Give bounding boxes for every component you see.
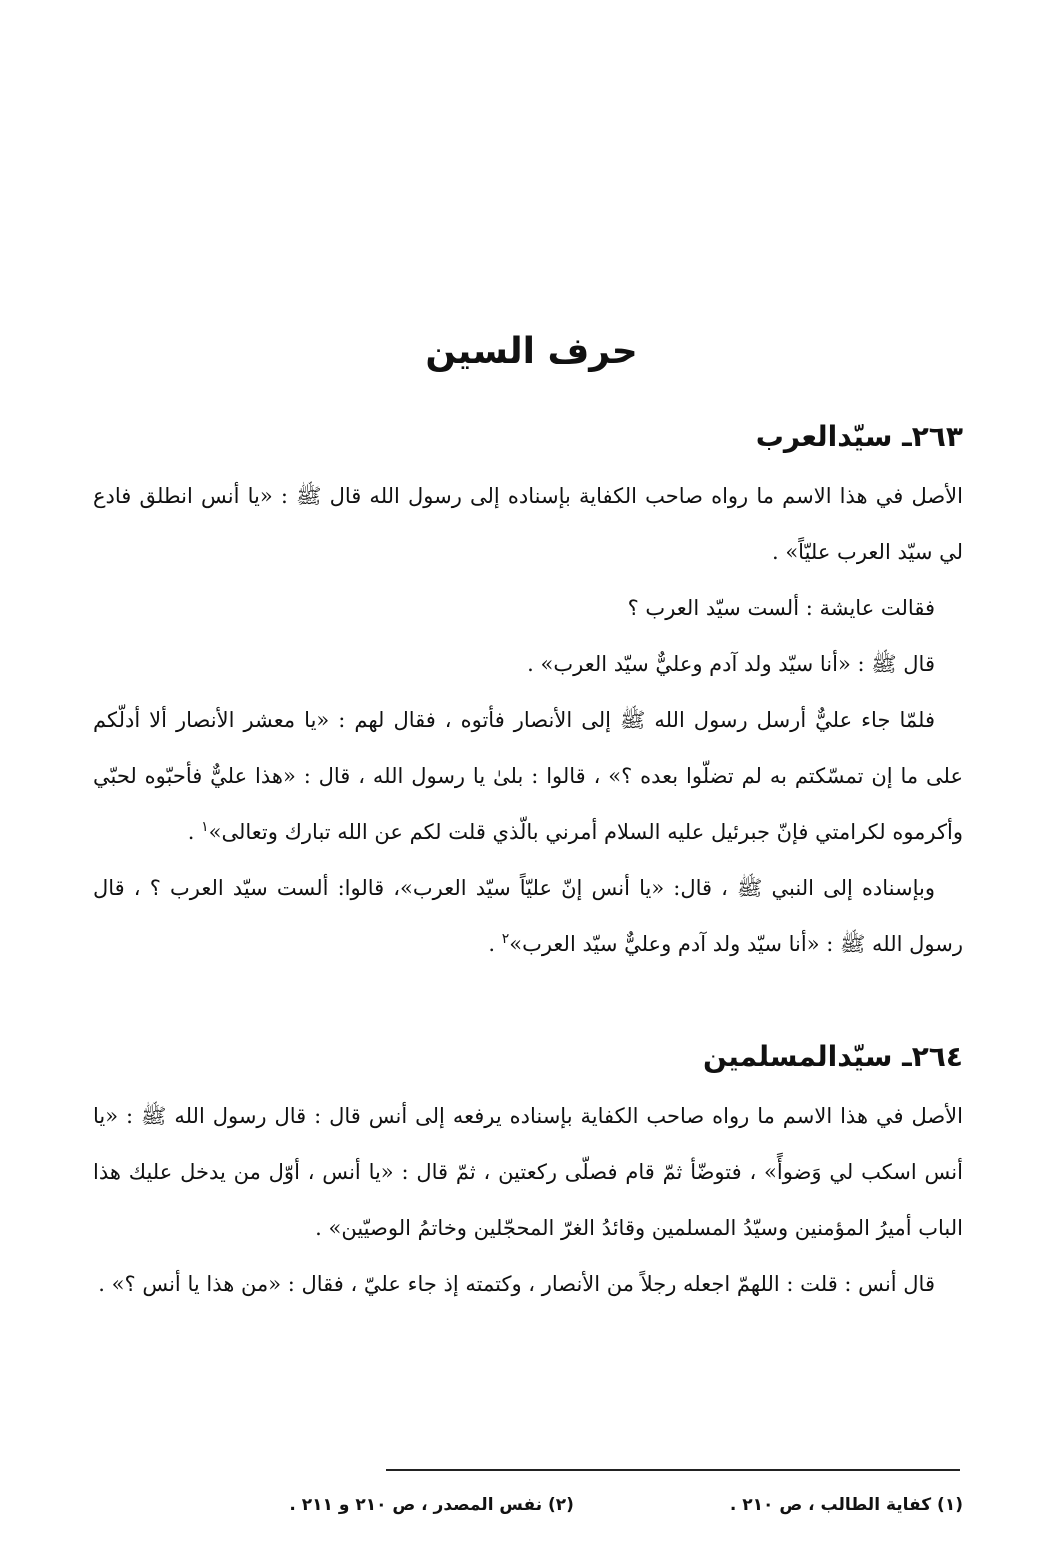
paragraph: فلمّا جاء عليٌّ أرسل رسول الله ﷺ إلى الأنصار فأتوه ، فقال لهم : «يا معشر الأنصار ألا أدلّكم على ما إن تمسّكتم به لم تضلّوا بعده ؟» ، قالوا : بلىٰ يا رسول الله ، قال : «هذا عليٌّ فأحبّوه لحبّي وأكرموه لكرامتي فإنّ جبرئيل عليه السلام أمرني بالّذي قلت لكم عن الله تبارك وتعالى»$^١$ . <box>93 708 963 844</box>
footnote-1: (١) كفاية الطالب ، ص ٢١٠ . <box>729 1495 963 1515</box>
section-heading: ٢٦٤ـ سيّدالمسلمين <box>703 1040 963 1073</box>
paragraph: قال ﷺ : «أنا سيّد ولد آدم وعليٌّ سيّد العرب» . <box>527 652 935 676</box>
paragraph: قال أنس : قلت : اللهمّ اجعله رجلاً من الأنصار ، وكتمته إذ جاء عليّ ، فقال : «من هذا يا أنس ؟» . <box>98 1272 935 1296</box>
section-sayyid-al-muslimin <box>93 1032 963 1312</box>
paragraph: وبإسناده إلى النبي ﷺ ، قال: «يا أنس إنّ عليّاً سيّد العرب»، قالوا: ألست سيّد العرب ؟ ، قال رسول الله ﷺ : «أنا سيّد ولد آدم وعليٌّ سيّد العرب»$^٢$ . <box>93 876 963 956</box>
section-heading: ٢٦٣ـ سيّدالعرب <box>755 420 963 453</box>
paragraph-text: فلمّا جاء عليٌّ أرسل رسول الله ﷺ إلى الأنصار فأتوه ، فقال لهم : «يا معشر الأنصار ألا أدلّكم على ما إن تمسّكتم به لم تضلّوا بعده ؟» ، قالوا : بلىٰ يا رسول الله ، قال : «هذا عليٌّ فأحبّوه لحبّي وأكرموه لكرامتي فإنّ جبرئيل عليه السلام أمرني بالّذي قلت لكم عن الله تبارك وتعالى» <box>93 708 963 844</box>
section-sayyid-al-arab <box>93 412 963 972</box>
footnote-2: (٢) نفس المصدر ، ص ٢١٠ و ٢١١ . <box>289 1495 574 1515</box>
footnote-ref: ٢ <box>501 931 510 947</box>
footnotes <box>93 1490 963 1520</box>
paragraph-text: وبإسناده إلى النبي ﷺ ، قال: «يا أنس إنّ عليّاً سيّد العرب»، قالوا: ألست سيّد العرب ؟ ، قال رسول الله ﷺ : «أنا سيّد ولد آدم وعليٌّ سيّد العرب» <box>93 876 963 956</box>
footnote-ref: ١ <box>201 819 209 835</box>
paragraph: الأصل في هذا الاسم ما رواه صاحب الكفاية بإسناده إلى رسول الله قال ﷺ : «يا أنس انطلق فادع لي سيّد العرب عليّاً» . <box>93 484 963 564</box>
chapter-title: حرف السين <box>425 331 638 373</box>
paragraph: فقالت عايشة : ألست سيّد العرب ؟ <box>627 596 935 620</box>
paragraph: الأصل في هذا الاسم ما رواه صاحب الكفاية بإسناده يرفعه إلى أنس قال : قال رسول الله ﷺ : «يا أنس اسكب لي وَضوأً» ، فتوضّأ ثمّ قام فصلّى ركعتين ، ثمّ قال : «يا أنس ، أوّل من يدخل عليك هذا الباب أميرُ المؤمنين وسيّدُ المسلمين وقائدُ الغرّ المحجّلين وخاتمُ الوصيّين» . <box>93 1104 963 1240</box>
footnote-divider <box>386 1469 960 1471</box>
